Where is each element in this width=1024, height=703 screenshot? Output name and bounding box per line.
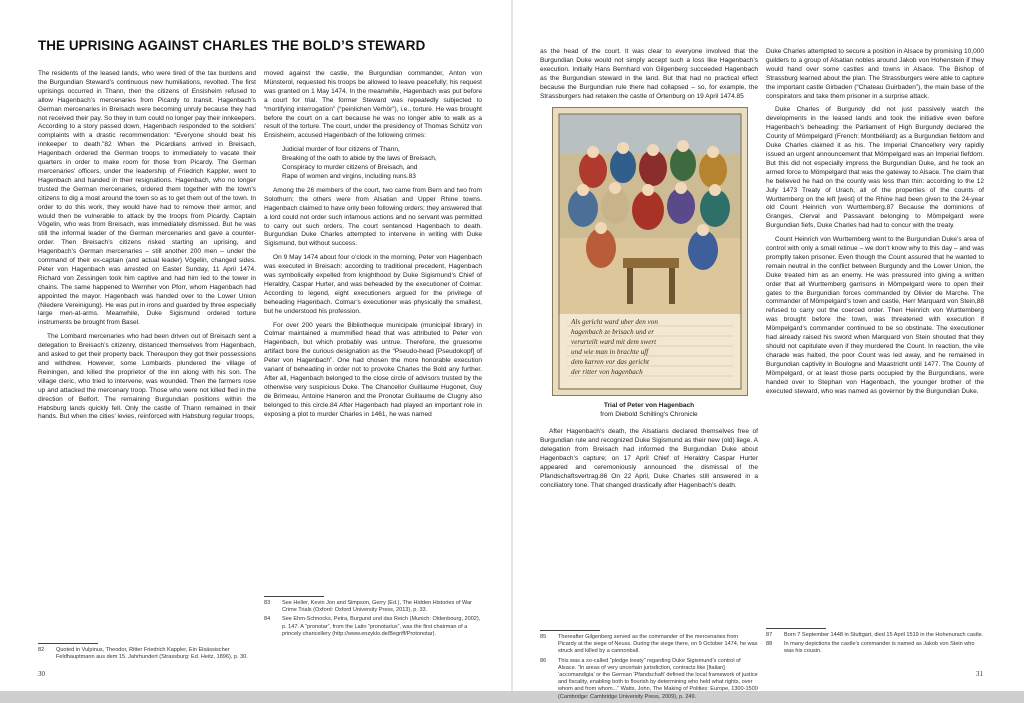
footnote xyxy=(264,600,482,614)
illustration-trial xyxy=(552,107,748,396)
footnotes-left xyxy=(38,647,256,663)
footnote-number: 88 xyxy=(766,641,773,648)
footnote xyxy=(540,658,758,701)
paragraph: After Hagenbach’s death, the Alsatians declared themselves free of Burgundian rule and recognized Duke Sigismund as their new (old) liege. A delegation from Breisach had informed the Burgundian Duke about Hagenbach’s capture; on 17 April Chief of Heraldry Caspar Hurter appeared and ceremoniously announced the dismissal of the Pfandschaftsvertrag.86 On 22 April, Duke Charles still answered in a conciliatory tone. That changed drastically after Hagenbach’s death. xyxy=(540,428,758,489)
crimes-list xyxy=(264,146,482,182)
paragraph: On 9 May 1474 about four o’clock in the morning, Peter von Hagenbach was executed in Breisach: according to traditional precedent, Hagenbach was symbolically expelled from knighthood by Duke Sigismund’s Chief of Heraldry, Caspar Hurter, and was beheaded by the executioner of Colmar. According to legend, eight executioners argued for the privilege of beheading Hagenbach. Colmar’s executioner was physically the smallest, but he understood his profession. xyxy=(264,254,482,315)
column-3 xyxy=(540,48,758,628)
column-2 xyxy=(264,70,482,592)
script-line: der ritter von hagenbach xyxy=(571,368,643,377)
footnote-text: Quoted in Vulpinus, Theodor, Ritter Friedrich Kappler, Ein Elsässischer Feldhauptmann aus dem 15. Jahrhundert (Strassburg: Ed. Heitz, 1896), p. 30. xyxy=(56,647,248,661)
footnote-text: This was a so-called “pledge treaty” regarding Duke Sigismund’s control of Alsace. “In areas of very uncertain jurisdiction, contracts like [Italian] ‘accomandigia’ or the German ‘Pfandschaft’ defined the local framework of justice and fiscality, enabling both to flourish by determining who held what rights, over whom and from whom...” Watts, John, The Making of Polities: Europe, 1300-1500 (Cambridge: Cambridge University Press, 2009), p. 249. xyxy=(558,657,758,700)
footnote-rule xyxy=(264,596,324,597)
footnote-text: See Ehm-Schnocks, Petra, Burgund und das Reich (Munich: Oldenbourg, 2002), p. 147. A “pronotar”, from the Latin “pronotarius”, was the first chairman of a princely chancellery (http://www.enzyklo.de/Begriff/Protonotar). xyxy=(282,616,481,637)
list-item: Breaking of the oath to abide by the laws of Breisach, xyxy=(282,155,437,163)
figure-caption xyxy=(540,402,758,420)
footnote xyxy=(766,632,984,639)
script-line: verurteilt ward mit dem swert xyxy=(571,338,657,347)
footnote-text: See Heller, Kevin Jon and Simpson, Gerry (Ed.), The Hidden Histories of War Crime Trials (Oxford: Oxford University Press, 2013), p. 33. xyxy=(282,600,472,614)
book-gutter xyxy=(511,0,513,691)
paragraph: For over 200 years the Bibliotheque municipale (municipal library) in Colmar maintained a mummified head that was attributed to Peter von Hagenbach, but which probably was untrue. Therefore, the gruesome artifact bore the curious designation as the “Pseudo-head [Pseudokopf] of Peter von Hagenbach”. One had chosen the more honorable execution variant of beheading in order not to provoke Charles the Bold any further. After all, Hagenbach belonged to the close circle of advisors trusted by the otherwise very suspicious Duke. The Chancellor Guillaume Hugonet, Guy de Brimeau, Antoine Haneron and the Pronotar Guillaume de Clugny also belonged to this circle.84 After Hagenbach had played an important role in exposing a plot to murder Charles in 1461, he was named xyxy=(264,321,482,418)
caption-title: Trial of Peter von Hagenbach xyxy=(603,402,695,410)
footnote-number: 86 xyxy=(540,657,547,664)
caption-source: from Diebold Schilling’s Chronicle xyxy=(600,411,698,419)
footnote-text: Born 7 September 1448 in Stuttgart, died 15 April 1519 in the Hohenurach castle. xyxy=(784,632,984,638)
footnotes-right xyxy=(766,632,984,658)
footnote-number: 83 xyxy=(264,600,271,606)
chapter-title: THE UPRISING AGAINST CHARLES THE BOLD’S STEWARD xyxy=(38,38,426,53)
list-item: Conspiracy to murder citizens of Breisach, and xyxy=(282,164,418,172)
column-1 xyxy=(38,70,256,640)
paragraph: Among the 26 members of the court, two came from Bern and two from Solothurn; the others were from Alsatian and Upper Rhine towns. Hagenbach claimed to have only been following orders; they answered that a lord could not order such infamous actions and no servant was permitted to carry out such orders. The court sentenced Hagenbach to death. Burgundian Duke Charles attempted to intervene in writing with Duke Sigismund, but without success. xyxy=(264,186,482,248)
paragraph: moved against the castle, the Burgundian commander, Anton von Münsterol, requested his troops be allowed to leave peacefully; his request was granted on 1 May 1474. In the meanwhile, Hagenbach was put before a court for trial. The former Steward was repeatedly subjected to “mortifying interrogation” (“peinlichen Verhör”), i.e., torture. He was brought before the court on a cart because he was no longer able to walk as a result of the torture. The court, under the presidency of Thomas Schütz von Ensisheim, accused Hagenbach of the following crimes: xyxy=(264,70,482,140)
footnote-rule xyxy=(540,630,600,631)
footnote xyxy=(264,616,482,638)
footnote xyxy=(540,634,758,656)
paragraph: The residents of the leased lands, who were tired of the tax burdens and the Burgundian Steward’s continuous new humiliations, revolted. The first uprisings occurred in Thann, then the citizens of Ensisheim refused to allow Hagenbach’s mercenaries from Picardy to transit. Hagenbach’s German mercenaries in Breisach were becoming unruly because they had not received their pay. So they in turn could no longer pay their innkeepers. According to a story passed down, Hagenbach responded to the soldiers’ complaints with a drastic recommendation: “Everyone should beat his innkeeper to death.”82 When the Picardians arrived in Breisach, Hagenbach ordered the German troops to immediately to vacate their quarters in order to make room for those from Picardy. The German mercenaries’ officers, under the leadership of Friedrich Kappler, went to Hagenbach and handed in their resignations. Hagenbach, who no longer trusted the German mercenaries, ordered them together with the town’s citizens to dig a moat around the town so as to get them out of the town. In order to do this work, they would have had to remove their armor, and would then be vulnerable to attack by the troops from Picardy. Captain Vögelin, who was from Breisach, was immediately dismissed. But he was still the informal leader of the German mercenaries and gave a counter-order. Then Breisach’s citizens risked starting an uprising, and Hagenbach’s German mercenaries – still another 200 men – under the command of their ex-captain (and actual leader) Vögelin, changed sides. Peter von Hagenbach was arrested on Easter Sunday, 11 April 1474. Richard von Zessingen took him captive and had him led to the tower in chains. The same happened to Wernher von Pforr, whom Hagenbach had appointed the mayor. Hagenbach was handed over to the Lower Union (Niedere Vereinigung). He was put in irons and guarded by three especially large men-at-arms. Meanwhile, Duke Sigismund ordered torture instruments be brought from Basel. xyxy=(38,70,256,327)
footnote-number: 87 xyxy=(766,632,773,638)
paragraph: The Lombard mercenaries who had been driven out of Breisach sent a delegation to Breisach’s citizenry, distanced themselves from Hagenbach, and asked to get their property back. Thereupon they got their possessions and withdrew. However, some Lombards plundered the village of Reiningen, and killed the proprietor of the inn along with his son. The village cleric, who tried to intervene, was wounded. Then the farmers rose up and attacked the mercenary troop. Those who were not killed fled in the direction of Belfort. The remaining Burgundian positions within the Habsburg lands quickly fell. Only the castle of Thann remained in their hands. But when the cities’ levies, reinforced with Habsburg regular troops, xyxy=(38,333,256,421)
page-number-right: 31 xyxy=(976,670,983,678)
footnote-text: Thereafter Gilgenberg served as the commander of the mercenaries from Picardy at the siege of Neuss. During the siege there, on 9 October 1474, he was struck and killed by a cannonball. xyxy=(558,634,758,655)
footnote-number: 84 xyxy=(264,616,271,623)
footnotes-right xyxy=(264,600,482,640)
list-item: Judicial murder of four citizens of Thann, xyxy=(282,146,400,154)
paragraph: Duke Charles attempted to secure a position in Alsace by promising 10,000 guilders to a group of Alsatian nobles around Jakob von Hohenstein if they would hand over some castles and towns in Alsace. The Bishop of Strassburg learned about the plan. The Strassburgers were able to capture the important castle Girbaden (“Chateau Guirbaden”), the main base of the conspirators and take them prisoner in a surprise attack. xyxy=(766,48,984,100)
manuscript-illumination xyxy=(553,108,747,395)
footnote-number: 82 xyxy=(38,647,45,653)
page-number-left: 30 xyxy=(38,670,45,678)
paragraph: as the head of the court. It was clear to everyone involved that the Burgundian Duke would not simply accept such a loss like Hagenbach’s execution. Initially Hans Bernhard von Gilgenberg succeeded Hagenbach as the Burgundian steward in the land. But that had no practical effect because the Burgundian rule there had collapsed – so, for example, the Strassburgers had retaken the castle of Ortenburg on 19 April 1474.85 xyxy=(540,48,758,100)
script-line: hagenbach ze brisach und er xyxy=(571,328,655,337)
footnotes-left xyxy=(540,634,758,703)
footnote-number: 85 xyxy=(540,634,547,640)
footnote xyxy=(766,641,984,655)
footnote-rule xyxy=(766,628,826,629)
footnote-rule xyxy=(38,643,98,644)
script-line: und wie man in brachte uff xyxy=(571,348,649,357)
footnote xyxy=(38,647,256,661)
paragraph: Count Heinrich von Wurttemberg went to the Burgundian Duke’s area of control with only a small retinue – we don’t know why to this day – and was promptly taken prisoner. Even though the Count assured that he wanted to remain neutral in the conflict between Burgundy and the Lower Union, the Duke treated him as an enemy. He was pressured into giving a written order that all Wurttemberg garrisons in Mömpelgard were to open their gates to the Burgundian forces commanded by Olivier de Marche. The commander of Mömpelgard’s town and castle, Herr Marquard von Stein,88 refused to carry out the coerced order. Then Heinrich von Wurttemberg was brought before the town, was threatened with execution if Mömpelgard’s commander continued to be so obstinate. The executioner had already raised his sword when Marquard von Stein shouted that they should not capitulate even if they murdered the Count. In reaction, the vile charade was halted, the poor Count was led away, and he remained in Burgundian captivity in Boulogne and Maastricht until 1477. The County of Mömpelgard, or at least those parts occupied by the Burgundians, were handed over to Stephan von Hagenbach, the younger brother of the executed steward, who was named as governor by the Burgundian Duke. xyxy=(766,236,984,395)
column-4 xyxy=(766,48,984,618)
paragraph: Duke Charles of Burgundy did not just passively watch the developments in the leased lands and took the initiative even before Hagenbach’s beheading: the Parliament of High Burgundy declared the County of Mömpelgard (French: Montbéliard) as a Burgundian fiefdom and Duke Charles claimed it as his. The Imperial Chancellery very rapidly issued an urgent announcement that Mömpelgard was an Imperial fiefdom. But this did not especially impress the Burgundian Duke, and he took an armed force to Mömpelgard that was the gateway to Alsace. The claim that he believed he had on the county was less than thin: according to the 12 July 1473 Treaty of Urach, all of the properties of the counts of Wurttemberg on the left [west] of the Rhine had been given to the 24-year old Count Heinrich von Wurttemberg.87 Because the dominions of Granges, Clerval and Passavant belonging to Mömpelgard were Burgundian fiefs, Duke Charles had had to concur with the treaty. xyxy=(766,106,984,230)
script-line: Als gericht ward uber den von xyxy=(571,318,658,327)
script-line: dem karren vor das gericht xyxy=(571,358,649,367)
list-item: Rape of women and virgins, including nuns.83 xyxy=(282,172,416,180)
footnote-text: In many depictions the castle’s commander is named as Jakob von Stein who was his cousin. xyxy=(784,641,975,655)
